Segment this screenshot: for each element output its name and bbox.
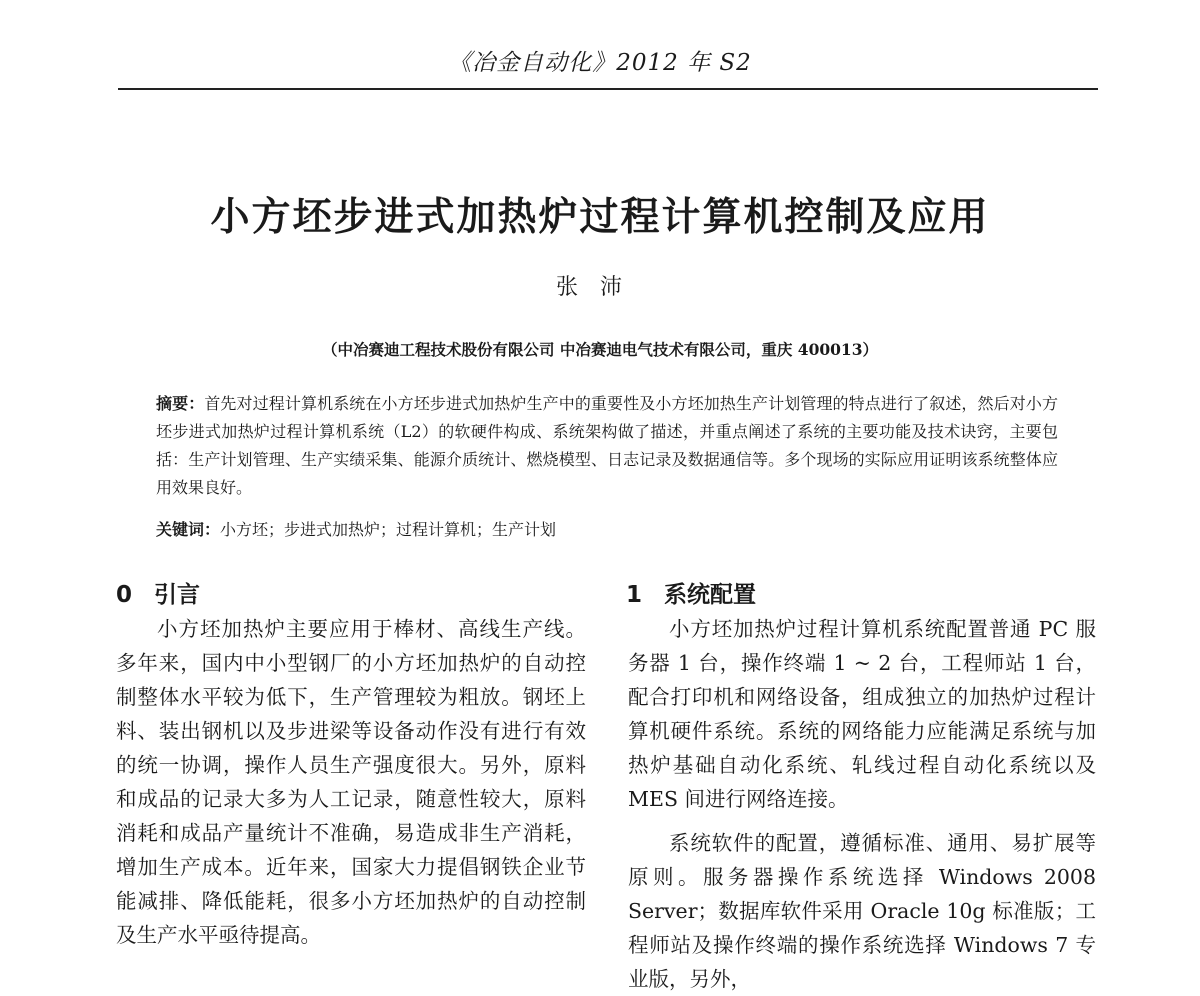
affiliation: （中冶赛迪工程技术股份有限公司 中冶赛迪电气技术有限公司，重庆 400013） xyxy=(321,340,878,359)
section-title: 系统配置 xyxy=(664,582,756,608)
abstract-label: 摘要： xyxy=(156,394,205,413)
keywords-text: 小方坯；步进式加热炉；过程计算机；生产计划 xyxy=(220,520,557,539)
keywords xyxy=(156,516,1058,544)
body-paragraph: 小方坯加热炉主要应用于棒材、高线生产线。多年来，国内中小型钢厂的小方坯加热炉的自动控制整体水平较为低下，生产管理较为粗放。钢坯上料、装出钢机以及步进梁等设备动作没有进行有效的统一协调，操作人员生产强度很大。另外，原料和成品的记录大多为人工记录，随意性较大，原料消耗和成品产量统计不准确，易造成非生产消耗，增加生产成本。近年来，国家大力提倡钢铁企业节能减排、降低能耗，很多小方坯加热炉的自动控制及生产水平亟待提高。 xyxy=(116,617,586,947)
section-number: 1 xyxy=(626,582,643,608)
body-paragraph: 系统软件的配置，遵循标准、通用、易扩展等原则。服务器操作系统选择 Windows 2008 Server；数据库软件采用 Oracle 10g 标准版；工程师站及操作终端的操作系统选择 Windows 7 专业版，另外， xyxy=(628,831,1096,991)
body-paragraph: 小方坯加热炉过程计算机系统配置普通 PC 服务器 1 台，操作终端 1 ~ 2 台，工程师站 1 台，配合打印机和网络设备，组成独立的加热炉过程计算机硬件系统。系统的网络能力应能满足系统与加热炉基础自动化系统、轧线过程自动化系统以及 MES 间进行网络连接。 xyxy=(628,617,1096,811)
paper-title: 小方坯步进式加热炉过程计算机控制及应用 xyxy=(210,195,990,240)
keywords-label: 关键词： xyxy=(156,520,221,539)
section-heading-introduction xyxy=(116,576,200,609)
left-column xyxy=(116,612,586,952)
section-number: 0 xyxy=(116,582,133,608)
header-rule xyxy=(118,88,1098,90)
author: 张沛 xyxy=(555,275,644,300)
section-heading-system-config xyxy=(626,576,756,609)
abstract xyxy=(156,390,1058,502)
abstract-text: 首先对过程计算机系统在小方坯步进式加热炉生产中的重要性及小方坯加热生产计划管理的特点进行了叙述，然后对小方坯步进式加热炉过程计算机系统（L2）的软硬件构成、系统架构做了描述，并重点阐述了系统的主要功能及技术诀窍，主要包括：生产计划管理、生产实绩采集、能源介质统计、燃烧模型、日志记录及数据通信等。多个现场的实际应用证明该系统整体应用效果良好。 xyxy=(156,394,1058,497)
section-title: 引言 xyxy=(154,582,200,608)
journal-header: 《冶金自动化》2012 年 S2 xyxy=(448,50,752,76)
right-column xyxy=(628,612,1096,996)
